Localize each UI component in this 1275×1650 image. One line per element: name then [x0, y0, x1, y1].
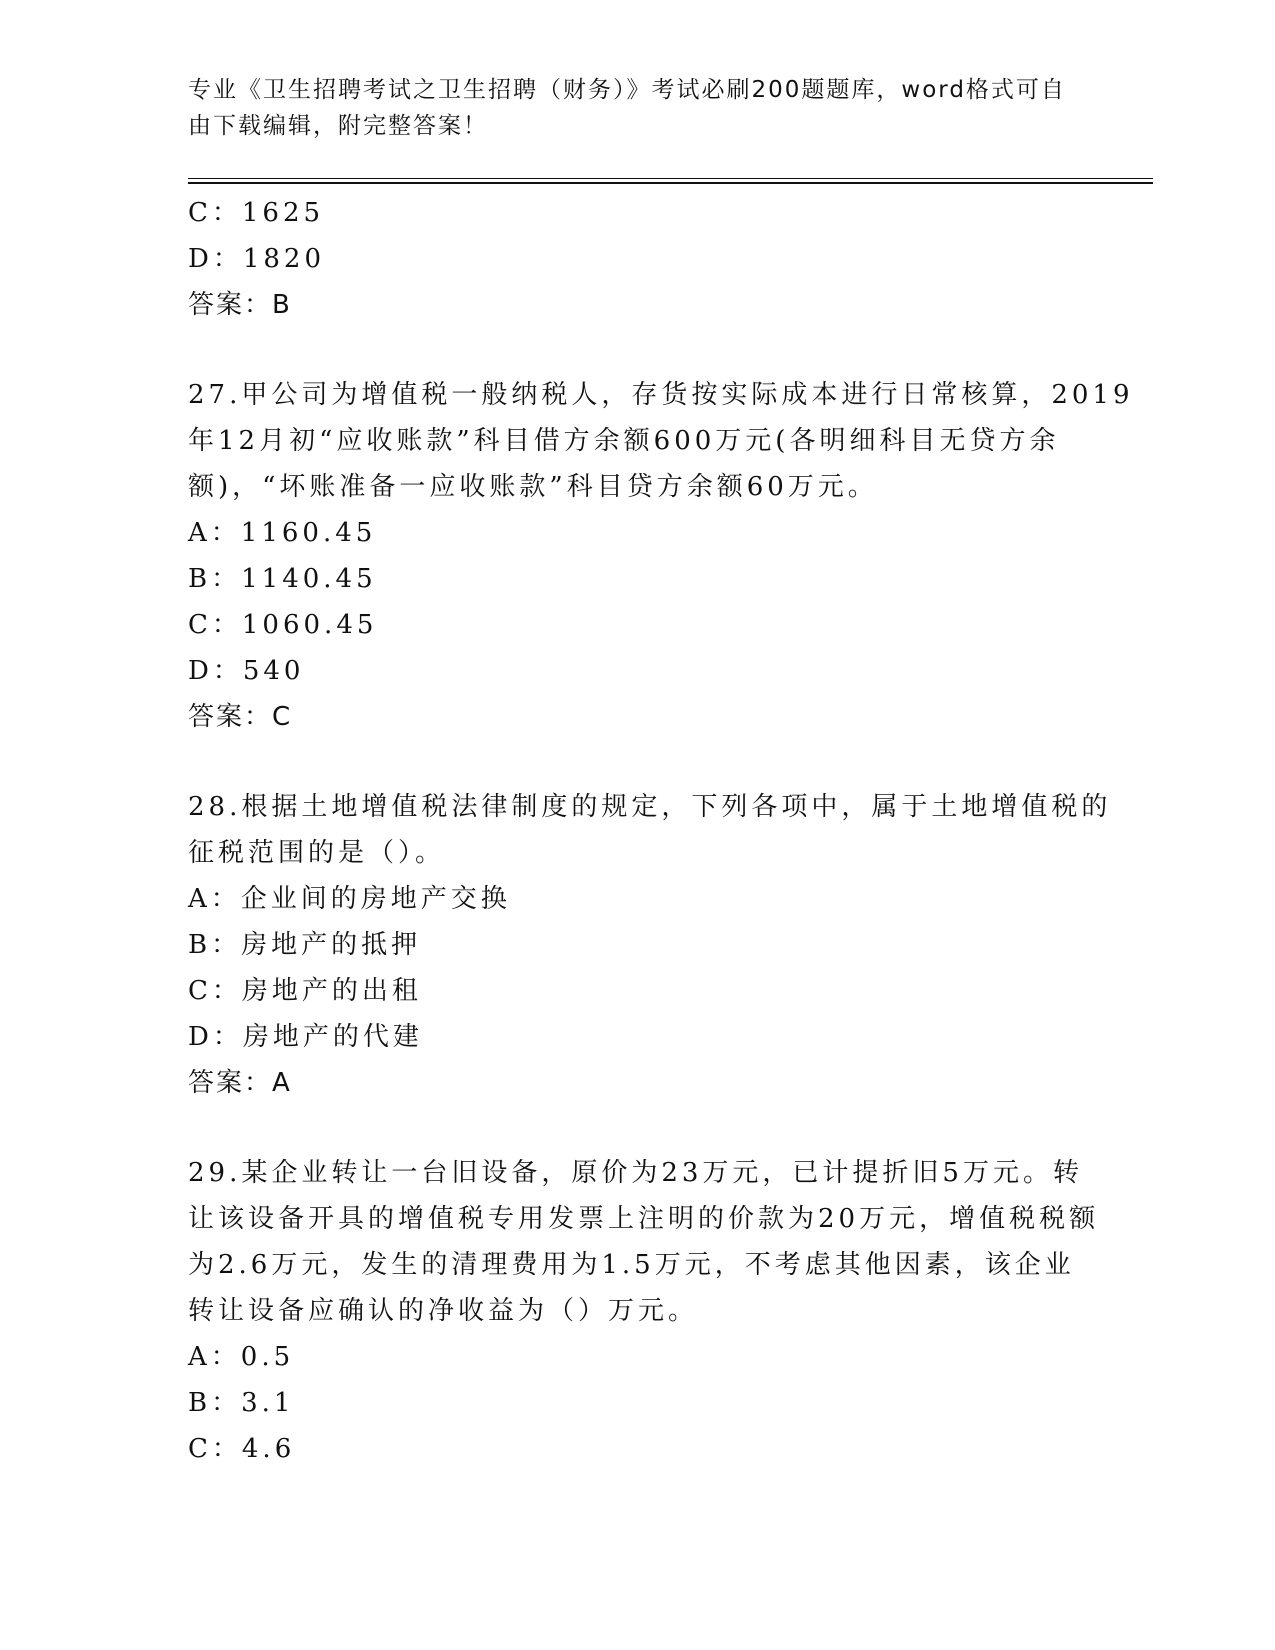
option-b: B：1140.45: [188, 564, 377, 594]
question-stem: [188, 1150, 1100, 1334]
answer-line: 答案：B: [188, 290, 292, 320]
option-d: D：540: [188, 656, 305, 686]
stem-line: 为2.6万元，发生的清理费用为1.5万元，不考虑其他因素，该企业: [188, 1250, 1075, 1280]
stem-line: 让该设备开具的增值税专用发票上注明的价款为20万元，增值税税额: [188, 1204, 1100, 1234]
option-c: C：1625: [188, 198, 325, 228]
spacer: [188, 328, 1088, 372]
option-d: D：房地产的代建: [188, 1022, 423, 1052]
option-a: A：企业间的房地产交换: [188, 884, 511, 914]
question-stem: [188, 372, 1134, 510]
header-line-2: 由下载编辑，附完整答案！: [188, 113, 488, 139]
stem-line: 27.甲公司为增值税一般纳税人，存货按实际成本进行日常核算，2019: [188, 380, 1134, 410]
spacer: [188, 1106, 1088, 1150]
option-c: C：1060.45: [188, 610, 378, 640]
option-b: B：3.1: [188, 1388, 295, 1418]
question-29: [188, 1150, 1100, 1472]
question-27: [188, 372, 1134, 740]
answer-line: 答案：C: [188, 702, 293, 732]
stem-line: 年12月初“应收账款”科目借方余额600万元(各明细科目无贷方余: [188, 426, 1060, 456]
option-b: B：房地产的抵押: [188, 930, 422, 960]
option-c: C：4.6: [188, 1434, 296, 1464]
stem-line: 28.根据土地增值税法律制度的规定，下列各项中，属于土地增值税的: [188, 792, 1112, 822]
option-a: A：1160.45: [188, 518, 377, 548]
question-28: [188, 784, 1112, 1106]
option-c: C：房地产的出租: [188, 976, 422, 1006]
answer-line: 答案：A: [188, 1068, 292, 1098]
option-a: A：0.5: [188, 1342, 295, 1372]
prev-question-tail: [188, 190, 1088, 328]
stem-line: 29.某企业转让一台旧设备，原价为23万元，已计提折旧5万元。转: [188, 1158, 1083, 1188]
question-stem: [188, 784, 1112, 876]
header-line-1: 专业《卫生招聘考试之卫生招聘（财务）》考试必刷200题题库，word格式可自: [188, 77, 1066, 103]
stem-line: 额)，“坏账准备一应收账款”科目贷方余额60万元。: [188, 472, 878, 502]
header-divider-thick: [188, 182, 1153, 184]
question-list: [188, 190, 1134, 1472]
option-d: D：1820: [188, 244, 326, 274]
spacer: [188, 740, 1088, 784]
stem-line: 征税范围的是（）。: [188, 838, 446, 868]
document-header: [188, 72, 1068, 144]
header-divider-thin: [188, 178, 1153, 179]
stem-line: 转让设备应确认的净收益为（）万元。: [188, 1296, 699, 1326]
